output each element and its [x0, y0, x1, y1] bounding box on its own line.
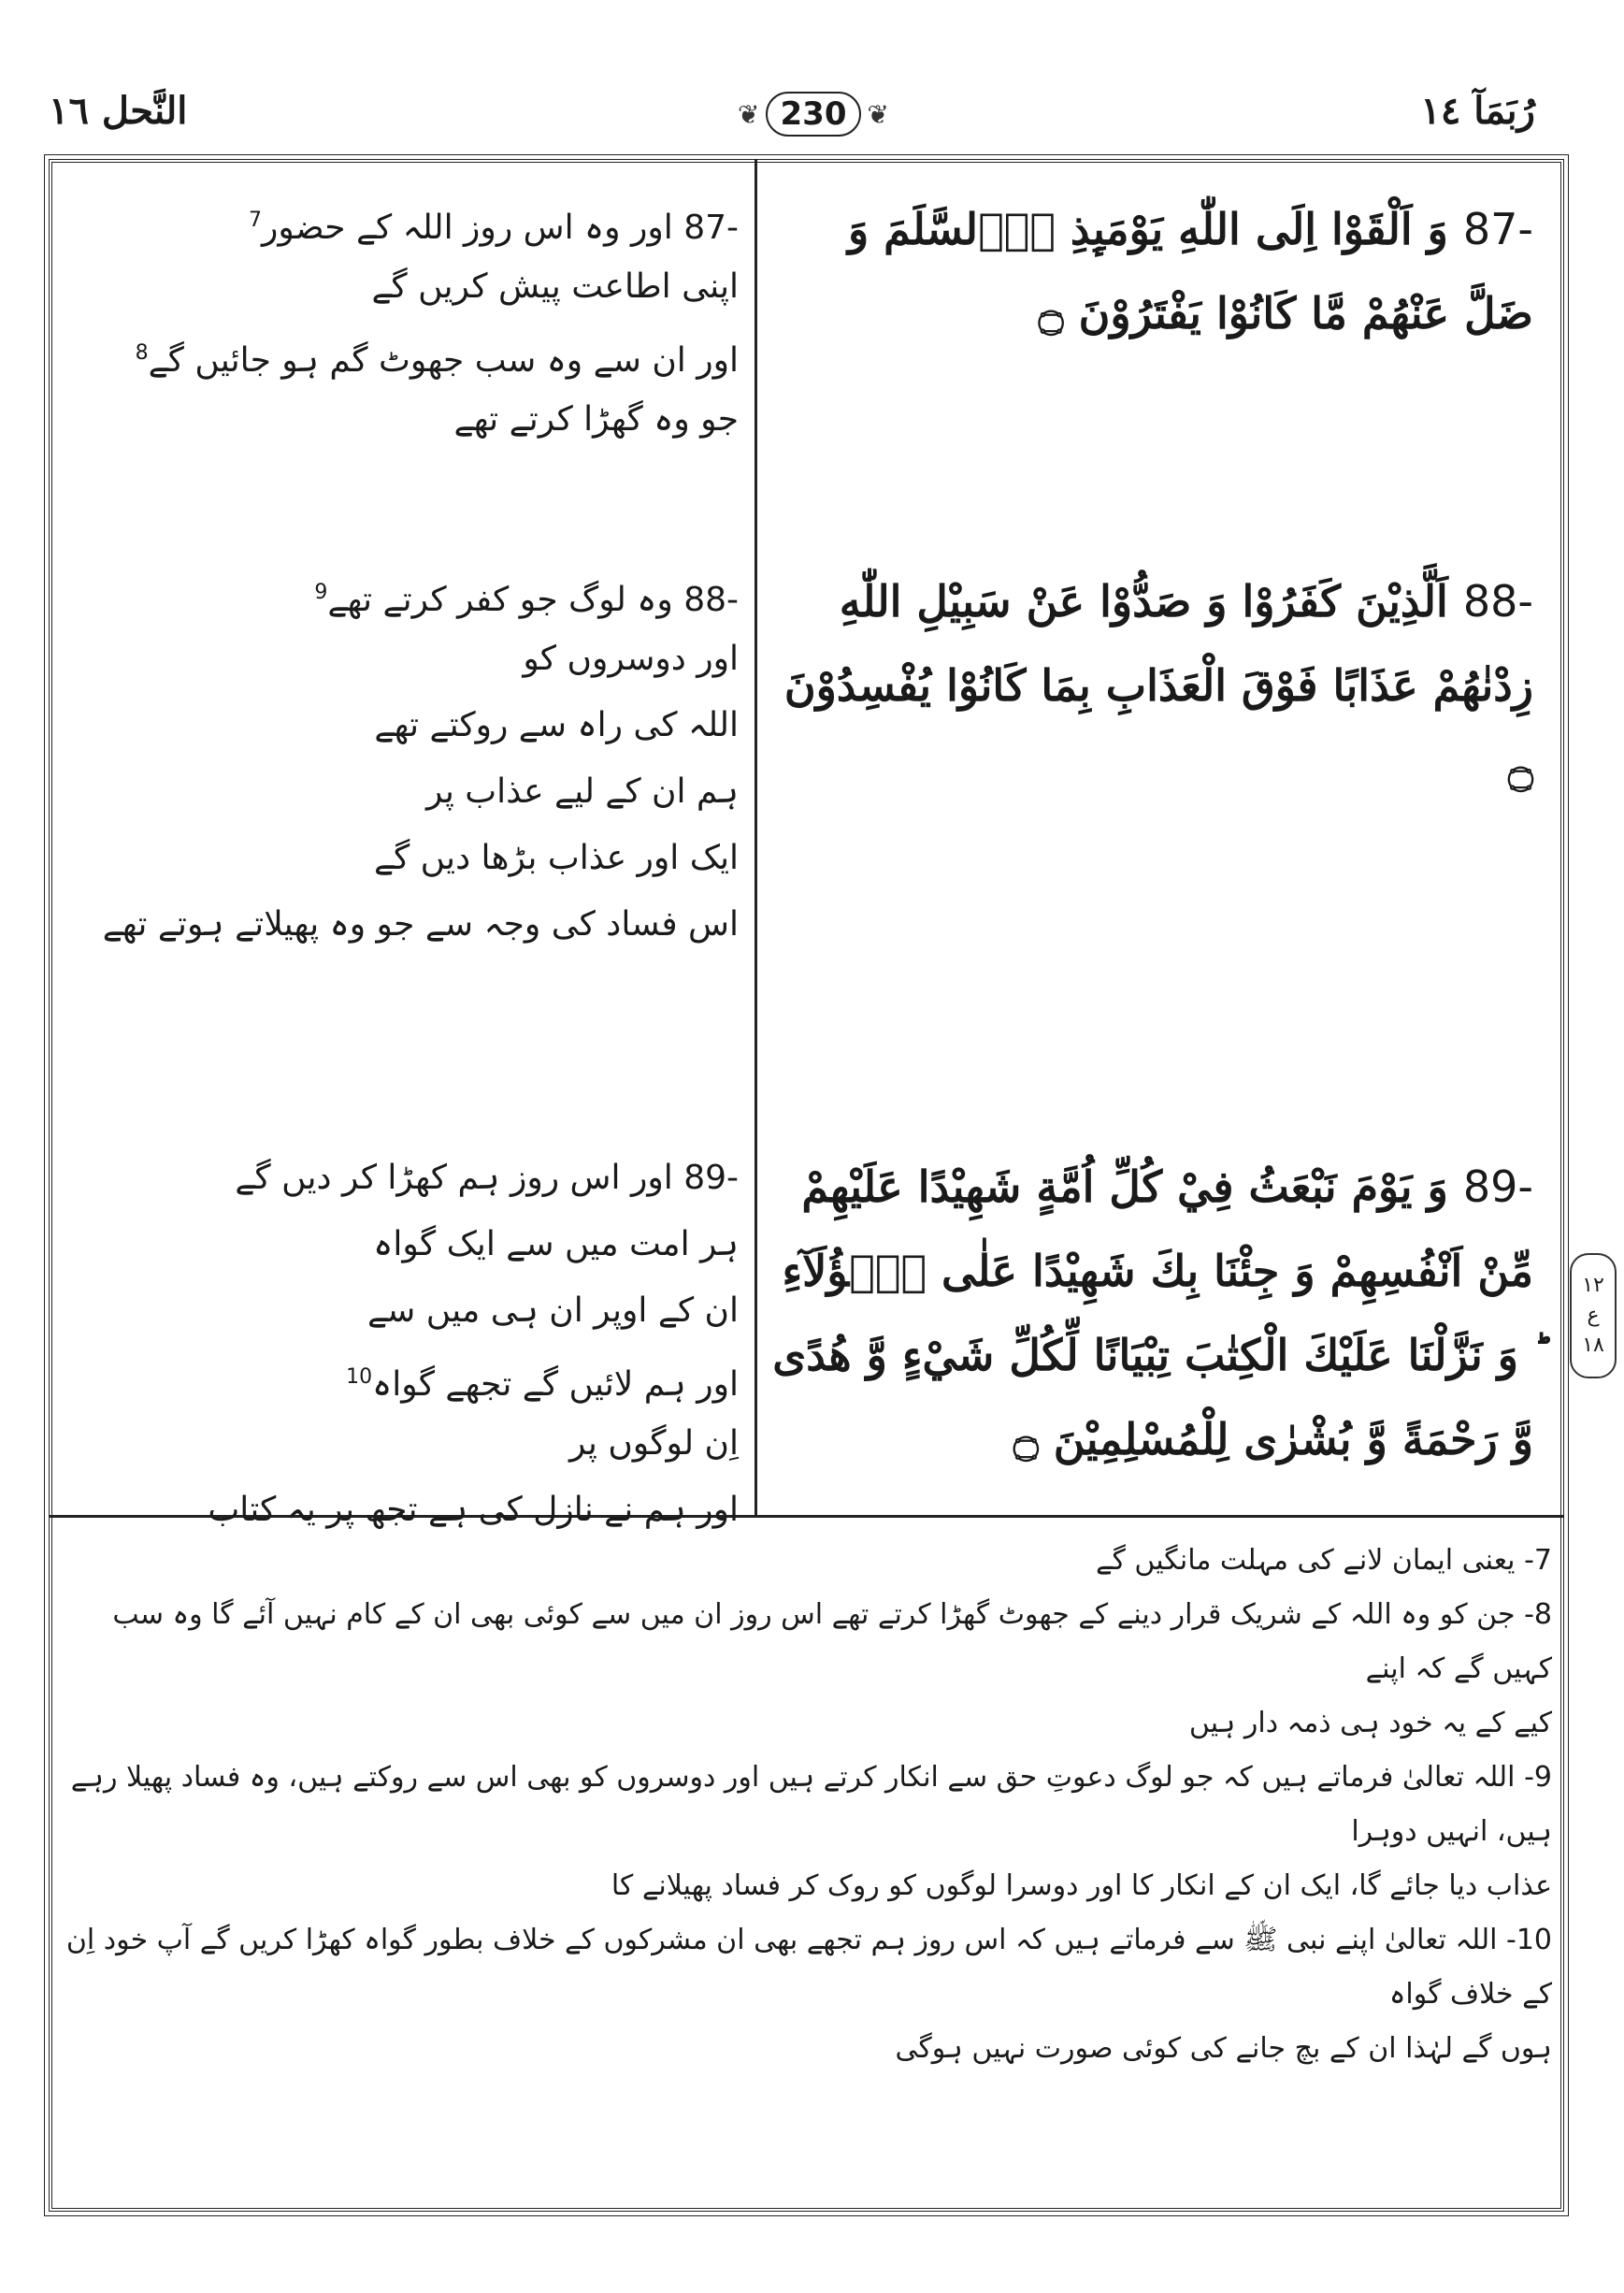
footnote-10: [65, 1913, 1552, 2076]
footnote-marker: 7: [249, 209, 263, 232]
footnote-marker: 9: [314, 581, 328, 604]
footnotes: [65, 1534, 1552, 2076]
footnote-line: عذاب دیا جائے گا، ایک ان کے انکار کا اور دوسرا لوگوں کو روک کر فساد پھیلانے کا: [611, 1869, 1552, 1902]
urdu-line: [75, 1344, 739, 1410]
page-number: [711, 90, 916, 138]
footnote-number: -7: [1524, 1544, 1552, 1577]
arabic-verse-88: [771, 559, 1533, 812]
urdu-line-text: ہم ان کے لیے عذاب پر: [425, 772, 739, 811]
footnote-8: [65, 1588, 1552, 1751]
footnote-line: [65, 1751, 1552, 1859]
verse-number: 88-: [683, 581, 739, 619]
urdu-line: [75, 1145, 739, 1211]
urdu-line-text: ہر امت میں سے ایک گواہ: [373, 1225, 739, 1263]
side-mark-line: ١٨: [1582, 1334, 1604, 1357]
footnote-marker: 8: [135, 341, 149, 365]
footnote-marker: 10: [346, 1365, 373, 1389]
footnote-line: ہوں گے لہٰذا ان کے بچ جانے کی کوئی صورت نہیں ہوگی: [895, 2032, 1552, 2065]
urdu-line: [75, 626, 739, 692]
footnote-7: [65, 1534, 1552, 1588]
urdu-line: [75, 320, 739, 386]
side-mark-line: ع: [1587, 1304, 1600, 1327]
urdu-line-text: اور ان سے وہ سب جھوٹ گم ہو جائیں گے: [148, 341, 739, 380]
urdu-line: [75, 692, 739, 758]
footnote-line: [65, 1913, 1552, 2022]
header-left-title: النَّحل ١٦: [49, 89, 188, 133]
urdu-line-text: ان کے اوپر ان ہی میں سے: [367, 1291, 739, 1330]
ornament-right-icon: ❦: [867, 98, 889, 130]
ornament-left-icon: ❦: [738, 98, 760, 130]
verse-number: 87-: [683, 209, 739, 247]
urdu-verse-87: [75, 187, 739, 453]
side-ruku-mark: [1570, 1253, 1617, 1378]
urdu-line-text: اور وہ اس روز اللہ کے حضور: [262, 209, 673, 247]
column-divider: [755, 159, 757, 1515]
urdu-line-text: اور ہم نے نازل کی ہے تجھ پر یہ کتاب: [208, 1491, 739, 1529]
urdu-line: [75, 891, 739, 958]
urdu-line: [75, 758, 739, 825]
urdu-line-text: اپنی اطاعت پیش کریں گے: [371, 267, 739, 306]
urdu-line: [75, 187, 739, 253]
arabic-verse-text: وَ يَوْمَ نَبْعَثُ فِيْ كُلِّ اُمَّةٍ شَهِيْدًا عَلَيْهِمْ مِّنْ اَنْفُسِهِمْ وَ جِئْنَا بِكَ شَهِيْدًا عَلٰى هٰۤؤُلَآءِ ؕ وَ نَزَّلْنَا عَلَيْكَ الْكِتٰبَ تِبْيَانًا لِّكُلِّ شَيْءٍ وَّ هُدًى وَّ رَحْمَةً وَّ بُشْرٰى لِلْمُسْلِمِيْنَ ۝: [772, 1161, 1533, 1464]
urdu-line-text: جو وہ گھڑا کرتے تھے: [453, 400, 739, 439]
footnote-text: اللہ تعالیٰ اپنے نبی ﷺ سے فرماتے ہیں کہ اس روز ہم تجھے بھی ان مشرکوں کے خلاف بطور گواہ کھڑا کریں گے آپ خود اِن کے خلاف گواہ: [65, 1924, 1552, 2011]
urdu-line: [75, 1277, 739, 1344]
footnote-number: -8: [1524, 1598, 1552, 1631]
footnote-line: کیے کے یہ خود ہی ذمہ دار ہیں: [1188, 1707, 1552, 1739]
verse-number: 87-: [1462, 204, 1533, 254]
urdu-verse-89: [75, 1145, 739, 1543]
verse-number: 89-: [683, 1159, 739, 1197]
urdu-line: [75, 386, 739, 453]
arabic-verse-text: وَ اَلْقَوْا اِلَى اللّٰهِ يَوْمَىِٕذِ اِۨلسَّلَمَ وَ ضَلَّ عَنْهُمْ مَّا كَانُوْا يَفْتَرُوْنَ ۝: [847, 204, 1533, 339]
urdu-line: [75, 1410, 739, 1477]
side-mark-line: ١٢: [1582, 1274, 1604, 1297]
footnote-number: -9: [1524, 1761, 1552, 1794]
verse-number: 88-: [1462, 576, 1533, 627]
footnote-text: اللہ تعالیٰ فرماتے ہیں کہ جو لوگ دعوتِ حق سے انکار کرتے ہیں اور دوسروں کو بھی اس سے روکتے ہیں، وہ فساد پھیلا رہے ہیں، انہیں دوہرا: [70, 1761, 1552, 1848]
verse-number: 89-: [1462, 1161, 1533, 1212]
header-right-title: رُبَمَآ ١٤: [1420, 89, 1535, 133]
urdu-line-text: اللہ کی راہ سے روکتے تھے: [374, 706, 739, 744]
footnote-line: [65, 1588, 1552, 1696]
urdu-line-text: اور اس روز ہم کھڑا کر دیں گے: [235, 1159, 673, 1197]
urdu-line-text: اور ہم لائیں گے تجھے گواہ: [372, 1365, 739, 1404]
page-number-value: 230: [766, 92, 862, 137]
urdu-line-text: ایک اور عذاب بڑھا دیں گے: [373, 839, 739, 877]
urdu-line: [75, 253, 739, 320]
arabic-verse-text: اَلَّذِيْنَ كَفَرُوْا وَ صَدُّوْا عَنْ سَبِيْلِ اللّٰهِ زِدْنٰهُمْ عَذَابًا فَوْقَ الْعَذَابِ بِمَا كَانُوْا يُفْسِدُوْنَ ۝: [783, 576, 1533, 795]
urdu-line: [75, 825, 739, 891]
urdu-line: [75, 559, 739, 626]
footnote-9: [65, 1751, 1552, 1913]
footnote-text: یعنی ایمان لانے کی مہلت مانگیں گے: [1095, 1544, 1516, 1577]
arabic-verse-89: [771, 1145, 1533, 1481]
footnote-number: -10: [1506, 1924, 1552, 1956]
urdu-line-text: اس فساد کی وجہ سے جو وہ پھیلاتے ہوتے تھے: [102, 905, 739, 944]
urdu-line-text: اور دوسروں کو: [523, 640, 739, 678]
arabic-verse-87: [771, 187, 1533, 355]
urdu-line-text: اِن لوگوں پر: [569, 1424, 739, 1463]
urdu-line-text: وہ لوگ جو کفر کرتے تھے: [327, 581, 673, 619]
urdu-line: [75, 1211, 739, 1277]
footnote-text: جن کو وہ اللہ کے شریک قرار دینے کے جھوٹ گھڑا کرتے تھے اس روز ان میں سے کوئی بھی ان کے کام نہیں آئے گا وہ سب کہیں گے کہ اپنے: [112, 1598, 1552, 1685]
urdu-verse-88: [75, 559, 739, 958]
